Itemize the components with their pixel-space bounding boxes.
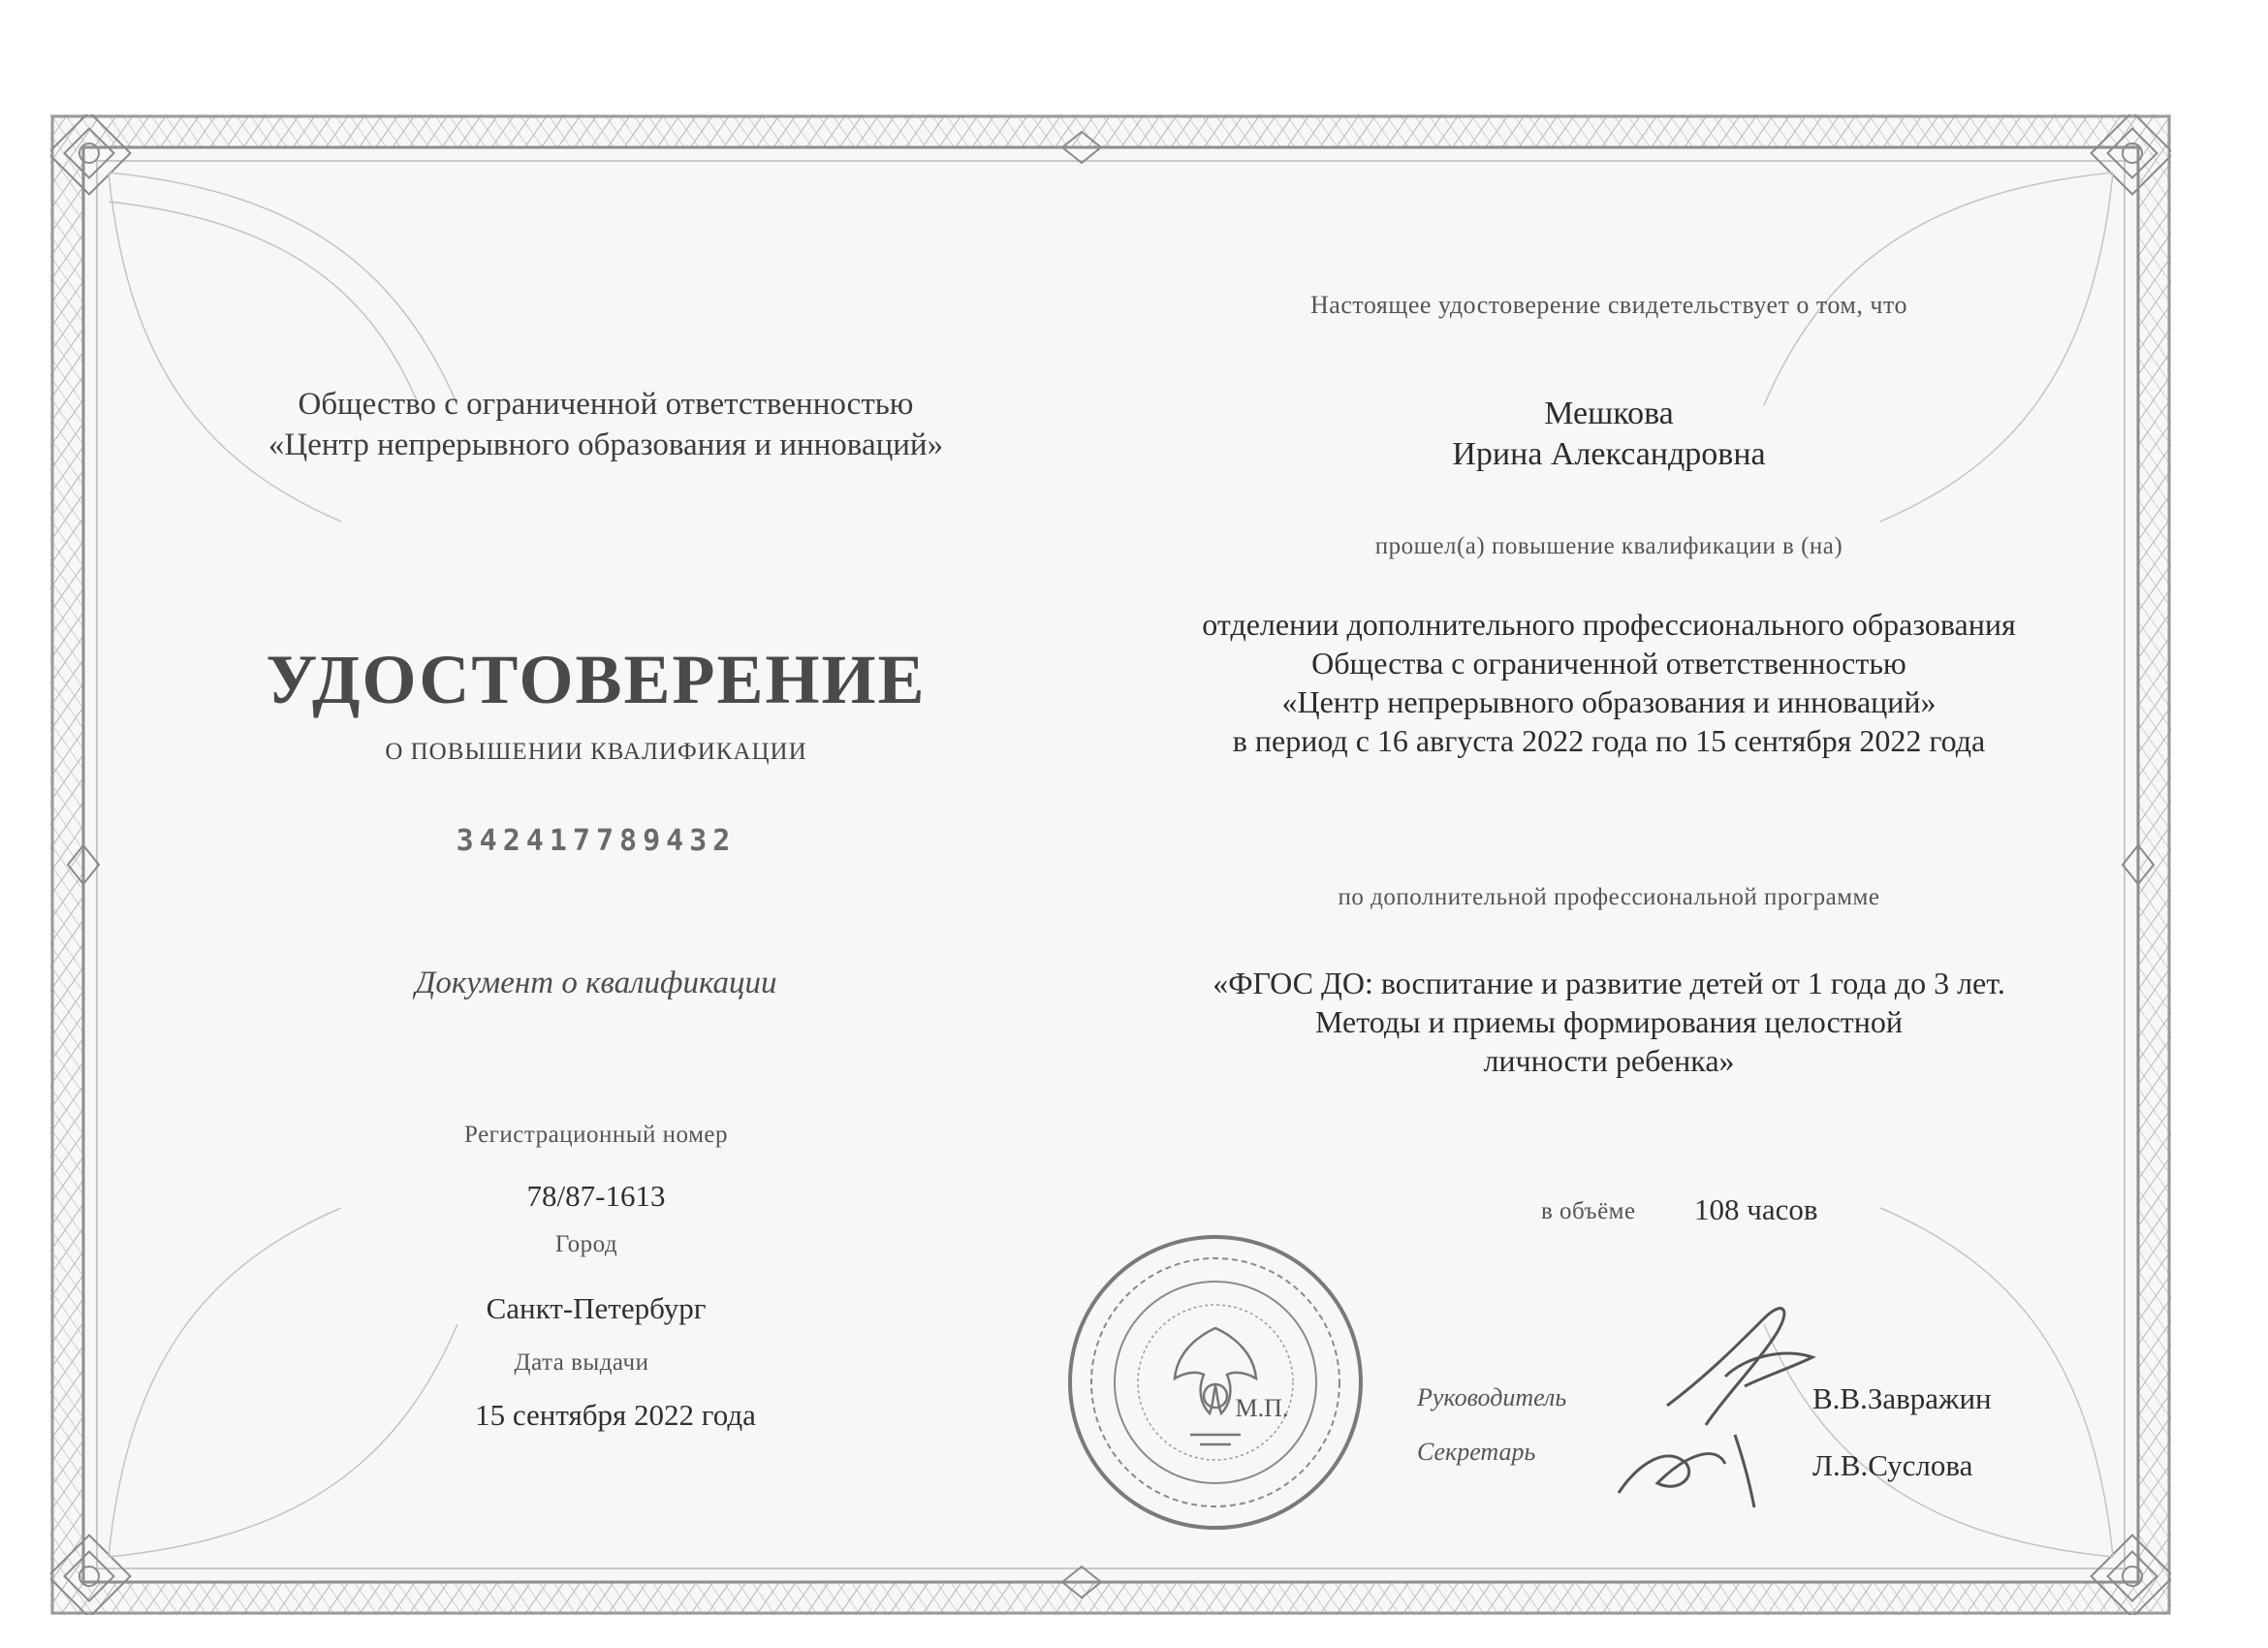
serial-number: 342417789432 bbox=[456, 824, 737, 858]
program-label: по дополнительной профессиональной программе bbox=[1338, 884, 1880, 910]
official-seal bbox=[1064, 1231, 1367, 1534]
head-role: Руководитель bbox=[1417, 1383, 1567, 1411]
registration-number: 78/87-1613 bbox=[526, 1179, 666, 1213]
issue-date-label: Дата выдачи bbox=[514, 1349, 649, 1376]
volume-label: в объёме bbox=[1541, 1198, 1636, 1224]
head-name: В.В.Завражин bbox=[1812, 1381, 1992, 1415]
issuer-org-line1: Общество с ограниченной ответственностью bbox=[298, 387, 914, 422]
secretary-name: Л.В.Суслова bbox=[1812, 1448, 1973, 1482]
certificate-subtitle: О ПОВЫШЕНИИ КВАЛИФИКАЦИИ bbox=[385, 739, 807, 765]
passed-statement: прошел(а) повышение квалификации в (на) bbox=[1374, 533, 1843, 559]
program-title-line2: Методы и приемы формирования целостной bbox=[1315, 1004, 1903, 1039]
training-unit-line2: Общества с ограниченной ответственностью bbox=[1311, 646, 1906, 681]
document-type: Документ о квалификации bbox=[415, 966, 777, 1000]
attestation-intro: Настоящее удостоверение свидетельствует о том, что bbox=[1310, 291, 1907, 319]
registration-label: Регистрационный номер bbox=[464, 1122, 728, 1148]
training-unit-line1: отделении дополнительного профессионального образования bbox=[1202, 607, 2016, 642]
city-label: Город bbox=[554, 1231, 618, 1257]
secretary-role: Секретарь bbox=[1417, 1438, 1536, 1466]
city-value: Санкт-Петербург bbox=[486, 1291, 707, 1325]
holder-given-names: Ирина Александровна bbox=[1452, 436, 1766, 472]
training-period: в период с 16 августа 2022 года по 15 сентября 2022 года bbox=[1232, 723, 1986, 758]
training-unit-line3: «Центр непрерывного образования и инноваций» bbox=[1281, 684, 1937, 719]
issuer-org-line2: «Центр непрерывного образования и инноваций» bbox=[268, 428, 944, 462]
stamp-mark: М.П. bbox=[1235, 1394, 1289, 1422]
volume-value: 108 часов bbox=[1694, 1192, 1818, 1226]
signature-secretary bbox=[1609, 1425, 1803, 1512]
program-title-line3: личности ребенка» bbox=[1483, 1043, 1735, 1078]
signature-head bbox=[1648, 1289, 1832, 1435]
certificate-title: УДОСТОВЕРЕНИЕ bbox=[266, 641, 927, 718]
program-title-line1: «ФГОС ДО: воспитание и развитие детей от 1 года до 3 лет. bbox=[1213, 966, 2005, 1000]
holder-surname: Мешкова bbox=[1544, 396, 1674, 431]
issue-date: 15 сентября 2022 года bbox=[475, 1398, 756, 1432]
